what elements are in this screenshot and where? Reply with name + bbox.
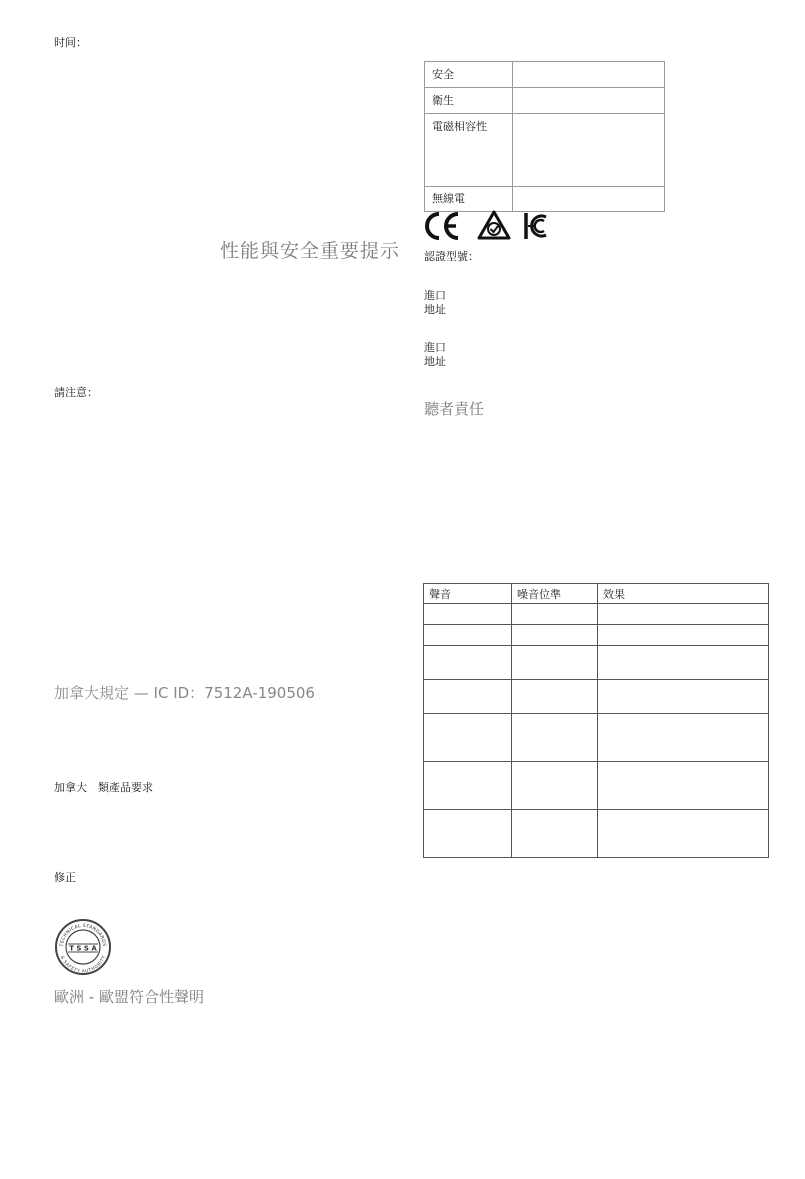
importer2-line2: 地址 — [424, 355, 446, 368]
header-effect: 效果 — [598, 584, 769, 604]
tssa-ring-top-text: TECHNICAL STANDARDS — [59, 923, 107, 947]
noise-level-cell — [512, 810, 598, 858]
amendment-label: 修正 — [54, 871, 76, 884]
sound-cell — [424, 810, 512, 858]
time-label: 时间： — [54, 36, 87, 49]
sound-cell — [424, 604, 512, 625]
ce-mark-icon — [422, 211, 462, 241]
effect-cell — [598, 762, 769, 810]
noise-level-cell — [512, 625, 598, 646]
cert-value — [513, 114, 665, 187]
noise-level-cell — [512, 604, 598, 625]
cert-label: 衛生 — [425, 88, 513, 114]
importer2-line1: 進口 — [424, 341, 446, 354]
table-row — [424, 625, 769, 646]
sound-cell — [424, 646, 512, 680]
cert-label: 無線電 — [425, 187, 513, 212]
eu-heading: 歐洲 - 歐盟符合性聲明 — [54, 988, 204, 1006]
main-title: 性能與安全重要提示 — [220, 240, 401, 262]
tssa-logo — [54, 918, 112, 976]
note-label: 請注意： — [54, 386, 98, 399]
cert-value — [513, 187, 665, 212]
table-row — [424, 714, 769, 762]
canada-class-label: 加拿大 類產品要求 — [54, 781, 153, 794]
sound-cell — [424, 680, 512, 714]
table-row — [424, 604, 769, 625]
effect-cell — [598, 810, 769, 858]
cert-value — [513, 62, 665, 88]
canada-heading: 加拿大規定 — IC ID：7512A-190506 — [54, 684, 315, 702]
noise-level-cell — [512, 714, 598, 762]
header-sound: 聲音 — [424, 584, 512, 604]
table-row — [425, 62, 665, 88]
kc-mark-icon — [522, 211, 550, 241]
effect-cell — [598, 714, 769, 762]
rcm-mark-icon — [477, 210, 511, 240]
table-row — [424, 680, 769, 714]
listener-heading: 聽者責任 — [424, 400, 485, 418]
effect-cell — [598, 625, 769, 646]
noise-level-cell — [512, 646, 598, 680]
table-row — [425, 114, 665, 187]
noise-level-cell — [512, 680, 598, 714]
table-row — [424, 810, 769, 858]
header-noise-level: 噪音位準 — [512, 584, 598, 604]
noise-level-table — [423, 583, 769, 858]
table-row — [424, 762, 769, 810]
certification-table — [424, 61, 665, 212]
tssa-center-text: T S S A — [69, 944, 97, 953]
effect-cell — [598, 680, 769, 714]
importer1-line1: 進口 — [424, 289, 446, 302]
table-row — [425, 187, 665, 212]
cert-model-label: 認證型號： — [424, 250, 479, 263]
cert-value — [513, 88, 665, 114]
table-row — [425, 88, 665, 114]
noise-level-cell — [512, 762, 598, 810]
cert-label: 安全 — [425, 62, 513, 88]
sound-cell — [424, 625, 512, 646]
effect-cell — [598, 646, 769, 680]
importer1-line2: 地址 — [424, 303, 446, 316]
table-row — [424, 646, 769, 680]
cert-label: 電磁相容性 — [425, 114, 513, 187]
effect-cell — [598, 604, 769, 625]
table-header-row — [424, 584, 769, 604]
tssa-ring-bottom-text: & SAFETY AUTHORITY — [58, 955, 108, 975]
sound-cell — [424, 714, 512, 762]
sound-cell — [424, 762, 512, 810]
